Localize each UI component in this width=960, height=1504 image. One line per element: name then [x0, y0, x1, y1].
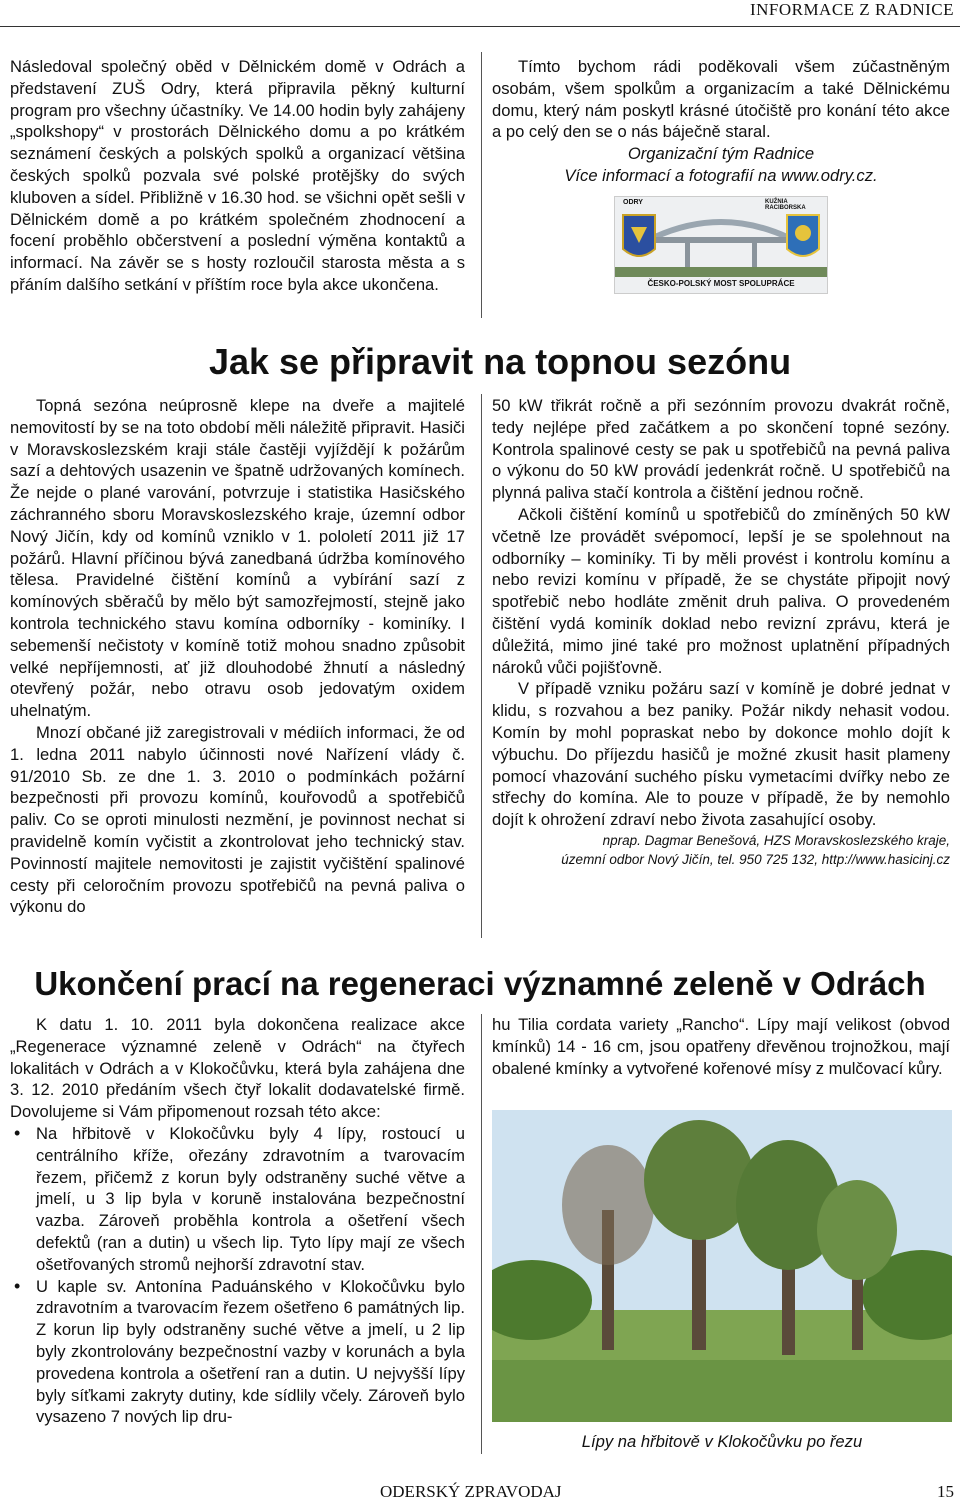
article1-left-text: Následoval společný oběd v Dělnickém domě v Odrách a představení ZUŠ Odry, která připravila pěkný kulturní program pro všechny účastníky. Ve 14.00 hodin byly zahájeny „spolkshopy“ v prostorách Dělnického domu a po krátkém seznámení českých a polských spolků a organizací většina českých spolků pozvala své polské protějšky do svých kluboven a sídel. Přibližně v 16.30 hod. se všichni opět sešli v Dělnickém domě a po krátkém společném zhodnocení a focení proběhlo občerstvení a poslední výměna kontaktů a informací. Na závěr se s hosty rozloučil starosta města a s přáním dalšího setkání v příštím roce byla akce ukončena. — [10, 57, 465, 294]
article3-bullet-list — [10, 1123, 465, 1428]
article3-left-column — [10, 1014, 465, 1428]
article3-title: Ukončení prací na regeneraci významné zeleně v Odrách — [34, 965, 926, 1002]
article2-right-p1: 50 kW třikrát ročně a při sezónním provozu dvakrát ročně, tedy nejlépe před začátkem a po skončení topné sezóny. Kontrola spalinové cesty se pak u spotřebičů na pevná paliva o výkonu do 50 kW provádí jedenkrát ročně. U spotřebičů na plynná paliva stačí kontrola a čištění jednou ročně. — [492, 396, 950, 503]
article2-left-p2: Mnozí občané již zaregistrovali v médiích informaci, že od 1. ledna 2011 nabylo účinnosti nové Nařízení vlády č. 91/2010 Sb. ze dne 1. 3. 2010 o podmínkách požární bezpečnosti při provozu komínů, kouřovodů a spotřebičů paliv. Co se oproti minulosti nezmění, je povinnost nechat si pravidelně komín vyčistit a zkontrolovat jeho technický stav. Povinností majitele nemovitosti je zajistit vyčištění spalinové cesty při celoročním provozu spotřebičů na pevná paliva o výkonu do — [10, 722, 465, 917]
logo-label-left: ODRY — [623, 199, 643, 206]
article2-credit-line2: územní odbor Nový Jičín, tel. 950 725 132, http://www.hasicinj.cz — [561, 851, 950, 867]
linden-trees-image — [492, 1110, 952, 1422]
list-item: • Na hřbitově v Klokočůvku byly 4 lípy, rostoucí u centrálního kříže, ořezány zdravotním a tvarovacím řezem, přičemž z korun byly odstraněny suché větve a jmelí, u 3 lip byla v koruně instalována bezpečnostní vazba. Zároveň proběhla kontrola a ošetření všech defektů (ran a dutin) u všech lip. Tyto lípy mají ze všech ošetřovaných stromů nejhorší zdravotní stav. — [10, 1123, 465, 1276]
cooperation-logo — [614, 196, 828, 294]
article1-more-info: Více informací a fotografií na www.odry.cz. — [564, 165, 878, 185]
photo-caption: Lípy na hřbitově v Klokočůvku po řezu — [581, 1432, 863, 1451]
article3-intro: K datu 1. 10. 2011 byla dokončena realizace akce „Regenerace významné zeleně v Odrách“ na čtyřech lokalitách v Odrách a v Klokočůvku, která byla zahájena dne 3. 12. 2010 předáním všech čtyř lokalit dodavatelské firmě. Dovolujeme si Vám připomenout rozsah této akce: — [10, 1015, 465, 1122]
article1-left-column — [10, 56, 465, 296]
article2-left-column — [10, 395, 465, 918]
page-number: 15 — [937, 1482, 954, 1501]
column-divider — [481, 1014, 482, 1454]
linden-trees-photo — [492, 1110, 952, 1422]
column-divider — [481, 394, 482, 938]
publication-name: ODERSKÝ ZPRAVODAJ — [380, 1482, 562, 1501]
article2-left-p1: Topná sezóna neúprosně klepe na dveře a majitelé nemovitostí by se na toto období měli náležitě připravit. Hasiči v Moravskoslezském kraji stále častěji vyjíždějí k požárům sazí a dehtových usazenin ve špatně udržovaných komínech. Že nejde o plané varování, potvrzuje i statistika Hasičského záchranného sboru Moravskoslezského kraje, územní odbor Nový Jičín, kdy od komínů vzniklo v 1. pololetí 2011 již 17 požárů. Hlavní příčinou bývá zanedbaná údržba komínového tělesa. Pravidelné čištění komínů a vybírání sazí z komínových sběračů by mělo být samozřejmostí, stejně jako kontrola technického stavu komína odborníky - kominíky. I sebemenší nečistoty v komíně totiž mohou snadno způsobit velké nepříjemnosti, ať již dlouhodobé žhnutí a následný otevřený požár, nebo otravu osob jedovatým oxidem uhelnatým. — [10, 396, 465, 721]
article2-credit-line1: nprap. Dagmar Benešová, HZS Moravskoslezského kraje, — [602, 832, 950, 848]
article1-right-text: Tímto bychom rádi poděkovali všem zúčastněným osobám, všem spolkům a organizacím a také Dělnickému domu, který nám poskytl krásné útočiště pro konání této akce a po celý den se o nás báječně staral. — [492, 57, 950, 142]
article2-title: Jak se připravit na topnou sezónu — [208, 341, 792, 382]
section-header: INFORMACE Z RADNICE — [749, 0, 954, 19]
header-rule — [0, 26, 960, 27]
article2-right-p2: Ačkoli čištění komínů u spotřebičů do zmíněných 50 kW včetně lze provádět svépomocí, lepší je se spolehnout na odborníky – kominíky. Ti by měli provést i kontrolu komínu a nebo revizi komínu v případě, že se chystáte připojit nový spotřebič nebo hodláte změnit druh paliva. O provedeném čištění vydá kominík doklad nebo revizní zprávu, která je důležitá, mimo jiné také pro možnost uplatnění případných nároků vůči pojišťovně. — [492, 504, 950, 677]
article3-right-text: hu Tilia cordata variety „Rancho“. Lípy mají velikost (obvod kmínků) 14 - 16 cm, jsou opatřeny dřevěnou trojnožkou, mají obalené kmínky a vytvořené kořenové mísy z mulčovací kůry. — [492, 1015, 950, 1078]
article1-right-column — [492, 56, 950, 187]
list-item: • U kaple sv. Antonína Paduánského v Klokočůvku bylo zdravotním a tvarovacím řezem ošetřeno 6 památných lip. Z korun lip byly odstraněny suché větve a jmelí, u 2 lip byly zkontrolovány bezpečnostní vazby v korunách a byla provedena kontrola a ošetření ran a dutin. U nejvyšší lípy byly síťkami zakryty dutiny, kde sídlily včely. Zároveň bylo vysazeno 7 nových lip dru- — [10, 1276, 465, 1429]
article2-right-p3: V případě vzniku požáru sazí v komíně je dobré jednat v klidu, s rozvahou a bez paniky. Požár nikdy nehasit vodou. Komín by mohl popraskat nebo by dokonce mohlo dojít k výbuchu. Do příjezdu hasičů je možné zkusit hasit plameny pomocí vhazování suchého písku vymetacími dvířky nebo ze střechy do komína. Ale to pouze v případě, že by nemohlo dojít k ohrožení zdraví nebo života zasahující osoby. — [492, 679, 950, 830]
column-divider — [481, 52, 482, 318]
article2-right-column — [492, 395, 950, 869]
logo-caption: ČESKO-POLSKÝ MOST SPOLUPRÁCE — [647, 279, 795, 288]
logo-label-right: KUŹNIA RACIBORSKA — [765, 199, 806, 211]
article3-right-column — [492, 1014, 950, 1079]
article1-signature: Organizační tým Radnice — [627, 144, 815, 164]
